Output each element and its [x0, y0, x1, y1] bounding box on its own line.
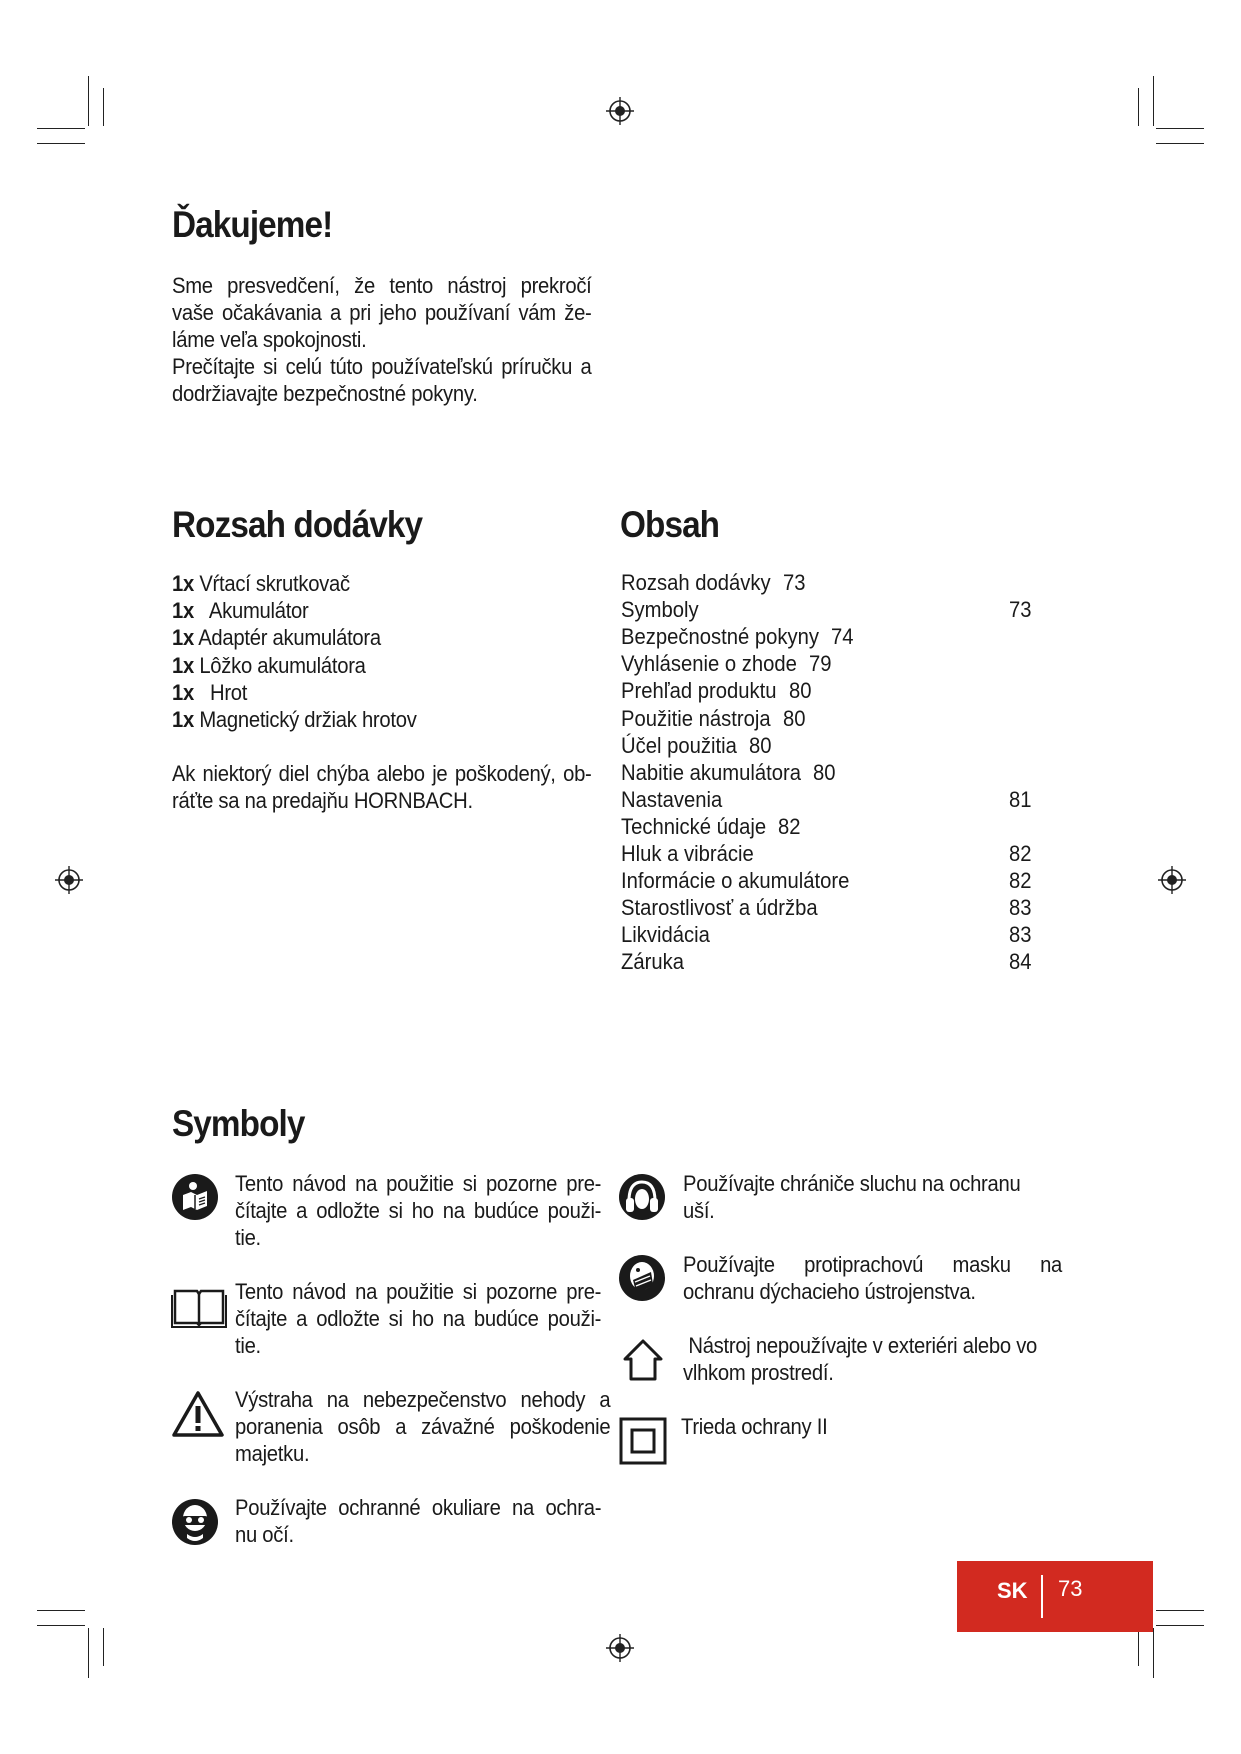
toc-page: 83 [1009, 922, 1032, 948]
symbol-text [683, 1170, 1051, 1224]
list-item [172, 624, 586, 651]
toc-entry [621, 895, 1041, 922]
toc-page: 82 [778, 813, 801, 839]
symbol-line: poranenia osôb a závažné poškodenie [235, 1414, 611, 1439]
contents-heading: Obsah [620, 504, 720, 545]
toc-page: 73 [783, 570, 806, 595]
symbol-text [683, 1251, 1062, 1305]
note-line: ráťte sa na predajňu HORNBACH. [172, 788, 473, 813]
toc-entry [621, 787, 1041, 814]
list-item [172, 570, 586, 597]
toc-entry [621, 570, 1041, 597]
item-qty: 1x [172, 652, 194, 678]
toc-label: Starostlivosť a údržba [621, 895, 818, 921]
toc-label: Nastavenia [621, 786, 723, 812]
read-manual-icon [171, 1173, 219, 1221]
symbol-text [235, 1494, 601, 1548]
toc-entry [621, 706, 1041, 733]
toc-label: Nabitie akumulátora [621, 759, 802, 785]
symbol-line: čítajte a odložte si ho na budúce použi- [235, 1306, 602, 1331]
symbol-text [681, 1413, 1049, 1440]
symbol-text [683, 1332, 1060, 1386]
symbol-line: Nástroj nepoužívajte v exteriéri alebo vo [683, 1333, 1038, 1358]
item-label: Akumulátor [208, 598, 309, 624]
thanks-paragraph [172, 272, 592, 407]
language-code: SK [997, 1578, 1028, 1603]
list-item [172, 706, 586, 733]
symbols-heading: Symboly [172, 1103, 305, 1144]
symbol-text [235, 1278, 601, 1359]
symbol-line: uší. [683, 1198, 715, 1223]
delivery-heading: Rozsah dodávky [172, 504, 423, 545]
symbol-line: majetku. [235, 1441, 310, 1466]
item-qty: 1x [172, 707, 194, 733]
symbol-line: Tento návod na použitie si pozorne pre- [235, 1279, 602, 1304]
dust-mask-icon [618, 1254, 666, 1302]
symbol-line: Používajte protiprachovú masku na [683, 1252, 1063, 1277]
thanks-line: Prečítajte si celú túto používateľskú príručku a [172, 354, 592, 379]
item-qty: 1x [172, 625, 194, 651]
delivery-list [172, 570, 586, 733]
symbol-line: nu očí. [235, 1522, 294, 1547]
symbol-line: vlhkom prostredí. [683, 1360, 834, 1385]
item-label: Adaptér akumulátora [198, 625, 381, 651]
item-qty: 1x [172, 679, 194, 705]
badge-divider [1041, 1575, 1043, 1618]
toc-page: 73 [1009, 597, 1032, 623]
symbol-line: Tento návod na použitie si pozorne pre- [235, 1171, 602, 1196]
toc-label: Účel použitia [621, 732, 737, 758]
list-item [172, 652, 586, 679]
toc-label: Použitie nástroja [621, 705, 771, 731]
symbol-line: tie. [235, 1333, 261, 1358]
symbol-line: Výstraha na nebezpečenstvo nehody a [235, 1387, 611, 1412]
toc-entry [621, 868, 1041, 895]
symbol-text [235, 1170, 601, 1251]
indoor-use-icon [619, 1335, 667, 1383]
registration-target-icon [1156, 864, 1188, 896]
symbol-line: ochranu dýchacieho ústrojenstva. [683, 1279, 976, 1304]
registration-target-icon [604, 95, 636, 127]
symbol-line: tie. [235, 1225, 261, 1250]
toc-page: 74 [831, 624, 854, 650]
toc-entry [621, 733, 1041, 760]
item-label: Lôžko akumulátora [199, 652, 366, 678]
symbol-line: Používajte chrániče sluchu na ochranu [683, 1171, 1021, 1196]
open-book-icon [171, 1285, 227, 1329]
registration-target-icon [53, 864, 85, 896]
toc-entry [621, 760, 1041, 787]
note-line: Ak niektorý diel chýba alebo je poškodený, ob- [172, 761, 592, 786]
toc-label: Symboly [621, 597, 699, 623]
item-qty: 1x [172, 571, 194, 596]
symbol-text [235, 1386, 610, 1467]
toc-label: Informácie o akumulátore [621, 868, 850, 894]
toc-label: Prehľad produktu [621, 678, 777, 704]
thanks-line: Sme presvedčení, že tento nástroj prekročí [172, 273, 592, 298]
list-item [172, 597, 586, 624]
item-label: Hrot [210, 679, 248, 705]
toc-page: 80 [783, 705, 806, 731]
toc-page: 81 [1009, 786, 1032, 812]
thanks-heading: Ďakujeme! [172, 204, 333, 245]
toc-entry [621, 597, 1041, 624]
page-number: 73 [1058, 1576, 1083, 1601]
toc-label: Rozsah dodávky [621, 570, 771, 595]
safety-goggles-icon [171, 1498, 219, 1546]
toc-label: Záruka [621, 949, 685, 975]
toc-label: Technické údaje [621, 813, 767, 839]
list-item [172, 679, 586, 706]
symbol-line: Trieda ochrany II [681, 1414, 828, 1439]
ear-protection-icon [618, 1173, 666, 1221]
thanks-line: dodržiavajte bezpečnostné pokyny. [172, 381, 478, 406]
toc-entry [621, 651, 1041, 678]
toc-label: Hluk a vibrácie [621, 841, 754, 866]
toc-page: 80 [813, 759, 836, 785]
delivery-note [172, 760, 592, 814]
toc-entry [621, 678, 1041, 705]
toc-page: 84 [1009, 949, 1032, 975]
registration-target-icon [604, 1632, 636, 1664]
thanks-line: láme veľa spokojnosti. [172, 327, 367, 352]
toc-label: Likvidácia [621, 922, 710, 948]
thanks-line: vaše očakávania a pri jeho používaní vám že- [172, 300, 592, 325]
toc-page: 82 [1009, 841, 1032, 866]
toc-entry [621, 841, 1041, 868]
toc-label: Vyhlásenie o zhode [621, 651, 797, 677]
toc-page: 82 [1009, 868, 1032, 894]
toc-entry [621, 814, 1041, 841]
page-badge [957, 1561, 1153, 1632]
protection-class-ii-icon [619, 1417, 667, 1465]
item-label: Magnetický držiak hrotov [199, 707, 417, 733]
toc-page: 80 [749, 732, 772, 758]
item-label: Vŕtací skrutkovač [199, 571, 350, 596]
symbol-line: Používajte ochranné okuliare na ochra- [235, 1495, 602, 1520]
toc-entry [621, 624, 1041, 651]
toc-page: 79 [809, 651, 832, 677]
symbol-line: čítajte a odložte si ho na budúce použi- [235, 1198, 602, 1223]
toc-page: 83 [1009, 895, 1032, 921]
warning-triangle-icon [171, 1390, 225, 1438]
toc-entry [621, 949, 1041, 976]
toc-entry [621, 922, 1041, 949]
toc-label: Bezpečnostné pokyny [621, 624, 820, 650]
item-qty: 1x [172, 598, 194, 624]
toc-page: 80 [789, 678, 812, 704]
